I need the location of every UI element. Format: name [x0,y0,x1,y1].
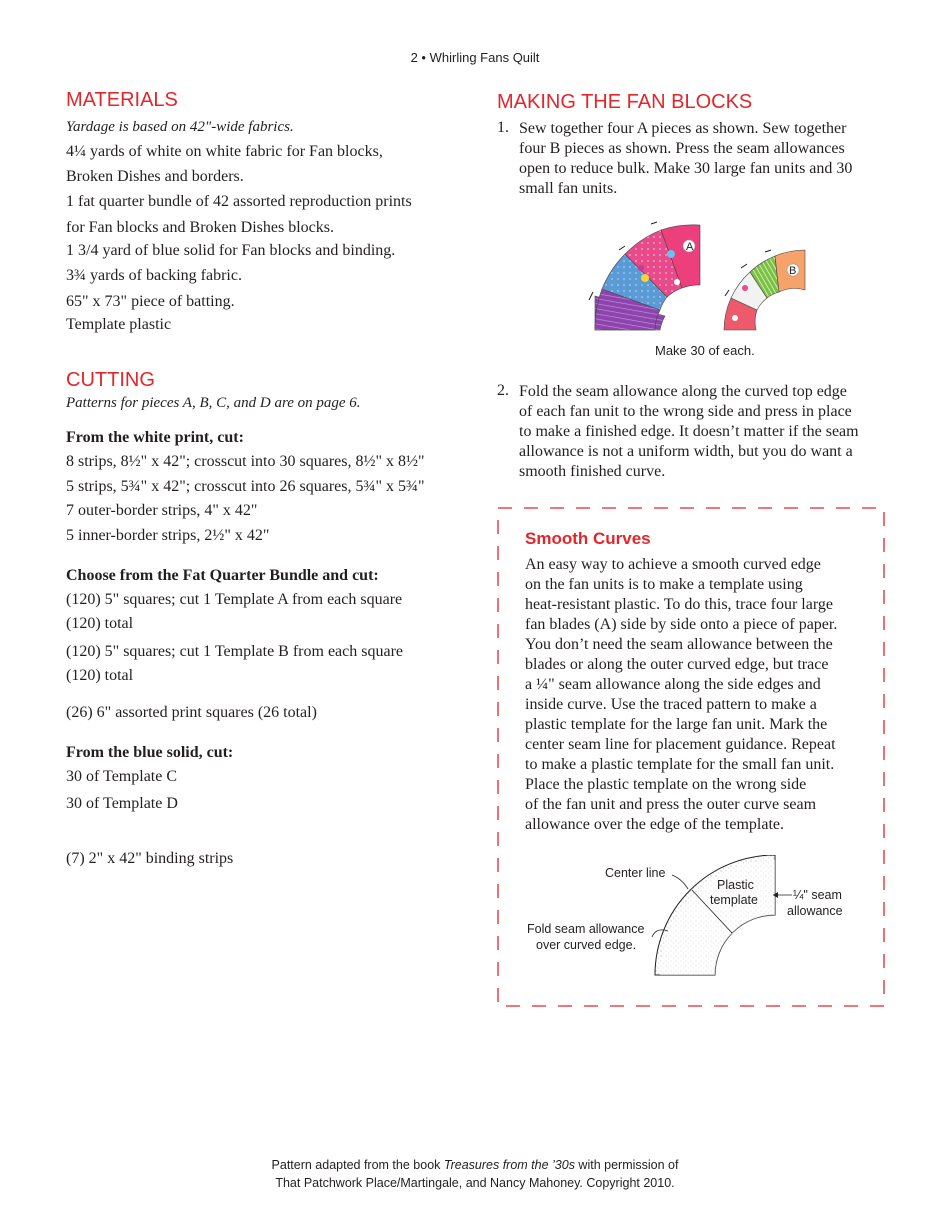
blue-solid-item: 30 of Template C [66,768,178,785]
materials-item: Broken Dishes and borders. [66,168,244,185]
fan-blocks-figure [585,210,815,335]
materials-item: 3¾ yards of backing fabric. [66,267,242,284]
binding-strips: (7) 2" x 42" binding strips [66,850,234,867]
step-2-line: smooth finished curve. [519,463,666,480]
step-1-line: Sew together four A pieces as shown. Sew together [519,120,847,137]
sidebar-title: Smooth Curves [525,529,651,548]
cutting-note: Patterns for pieces A, B, C, and D are on page 6. [66,395,361,411]
materials-heading: MATERIALS [66,89,178,111]
footer-book-title: Treasures from the ’30s [443,1158,575,1172]
fat-quarter-item: (120) total [66,615,134,632]
header-title: Whirling Fans Quilt [429,50,540,65]
materials-item: for Fan blocks and Broken Dishes blocks. [66,219,334,236]
step-1-line: open to reduce bulk. Make 30 large fan units and 30 [519,160,853,177]
materials-item: Template plastic [66,316,172,333]
fat-quarter-heading: Choose from the Fat Quarter Bundle and cut: [66,567,379,584]
materials-item: 4¼ yards of white on white fabric for Fan blocks, [66,143,383,160]
fat-quarter-item: (120) total [66,667,134,684]
large-fan [589,222,700,330]
footer-text: with permission of [574,1158,679,1172]
blue-solid-item: 30 of Template D [66,795,178,812]
step-2-text [519,382,859,482]
sidebar-line: blades or along the outer curved edge, but trace [525,656,829,673]
footer-credit [0,1156,950,1192]
materials-note: Yardage is based on 42"-wide fabrics. [66,119,294,135]
materials-item: 1 3/4 yard of blue solid for Fan blocks and binding. [66,242,396,259]
sidebar-line: plastic template for the large fan unit. Mark the [525,716,828,733]
header-separator: • [421,50,426,65]
materials-item: 65" x 73" piece of batting. [66,293,235,310]
fat-quarter-item: (26) 6" assorted print squares (26 total) [66,704,317,721]
sidebar-line: of the fan unit and press the outer curve seam [525,796,817,813]
sidebar-line: center seam line for placement guidance. Repeat [525,736,836,753]
fan-label-b: B [789,265,797,277]
footer-line-1 [0,1156,950,1174]
fan-label-a: A [686,241,694,253]
materials-item: 1 fat quarter bundle of 42 assorted reproduction prints [66,193,412,210]
blue-solid-heading: From the blue solid, cut: [66,744,234,761]
allowance-label: allowance [787,904,843,918]
white-print-heading: From the white print, cut: [66,429,244,446]
sidebar-line: inside curve. Use the traced pattern to make a [525,696,817,713]
sidebar-body [525,555,837,835]
page-number: 2 [410,50,418,65]
fold-label-2: over curved edge. [536,938,637,952]
plastic-label: Plastic [717,878,754,892]
step-1-line: small fan units. [519,180,618,197]
fold-label-1: Fold seam allowance [527,922,645,936]
step-2-line: Fold the seam allowance along the curved top edge [519,383,847,400]
sidebar-line: Place the plastic template on the wrong side [525,776,807,793]
step-2-line: to make a finished edge. It doesn’t matter if the seam [519,423,859,440]
fat-quarter-item: (120) 5" squares; cut 1 Template B from each square [66,643,404,660]
footer-line-2: That Patchwork Place/Martingale, and Nancy Mahoney. Copyright 2010. [275,1176,675,1190]
step-1-text [519,119,852,199]
template-diagram [520,855,860,985]
figure-caption: Make 30 of each. [655,343,755,358]
step-1-number: 1. [497,119,509,136]
fat-quarter-item: (120) 5" squares; cut 1 Template A from each square [66,591,403,608]
step-1-line: four B pieces as shown. Press the seam allowances [519,140,845,157]
sidebar-line: fan blades (A) side by side onto a piece of paper. [525,616,838,633]
sidebar-line: to make a plastic template for the small fan unit. [525,756,835,773]
white-print-item: 5 strips, 5¾" x 42"; crosscut into 26 squares, 5¾" x 5¾" [66,478,425,495]
white-print-item: 8 strips, 8½" x 42"; crosscut into 30 squares, 8½" x 8½" [66,453,425,470]
sidebar-line: heat-resistant plastic. To do this, trace four large [525,596,833,613]
step-2-number: 2. [497,382,509,399]
small-fan [724,250,805,330]
center-line-label: Center line [605,866,666,880]
step-2-line: of each fan unit to the wrong side and press in place [519,403,852,420]
footer-text: Pattern adapted from the book [271,1158,444,1172]
seam-label: ¼" seam [793,888,842,902]
sidebar-line: allowance over the edge of the template. [525,816,784,833]
cutting-heading: CUTTING [66,369,155,391]
running-header [0,50,950,65]
step-2-line: allowance is not a uniform width, but you do want a [519,443,853,460]
sidebar-line: on the fan units is to make a template using [525,576,803,593]
template-label: template [710,893,758,907]
sidebar-line: a ¼" seam allowance along the side edges and [525,676,821,693]
white-print-item: 7 outer-border strips, 4" x 42" [66,502,258,519]
sidebar-line: You don’t need the seam allowance between the [525,636,833,653]
white-print-item: 5 inner-border strips, 2½" x 42" [66,527,270,544]
sidebar-line: An easy way to achieve a smooth curved edge [525,556,821,573]
making-heading: MAKING THE FAN BLOCKS [497,91,753,113]
